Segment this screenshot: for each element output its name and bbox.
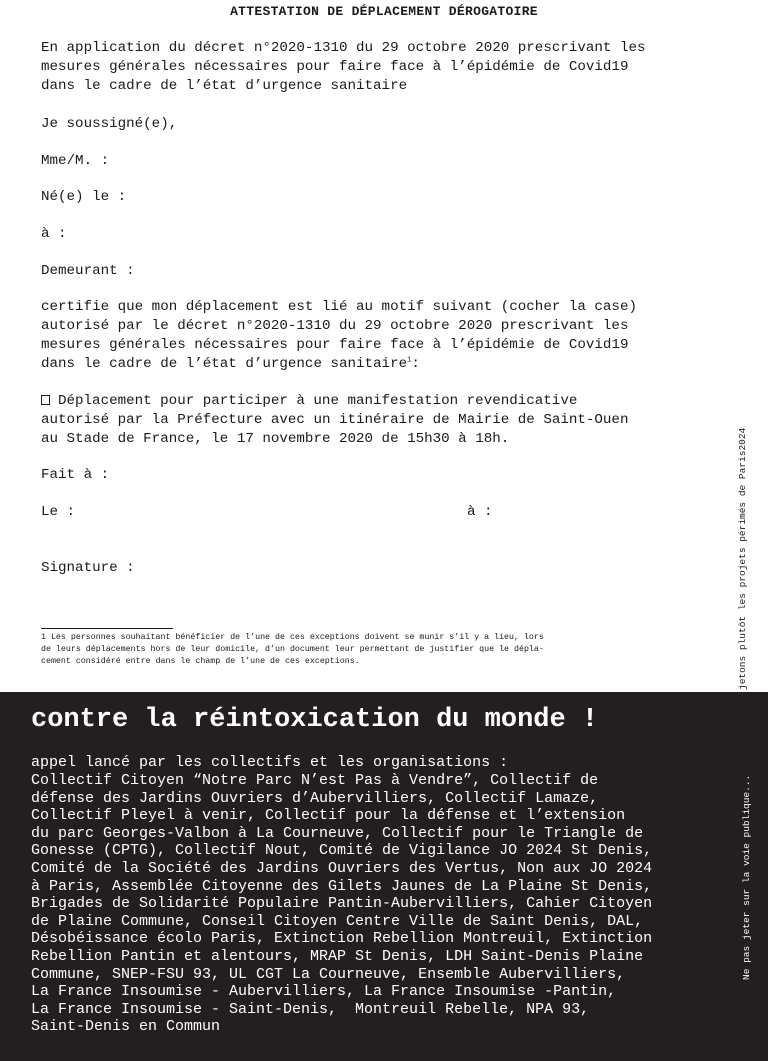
- footnote-divider: [41, 628, 173, 629]
- motif-option: [41, 392, 741, 449]
- date-label: Le :: [41, 504, 76, 520]
- intro-paragraph: En application du décret n°2020-1310 du 29 octobre 2020 prescrivant les mesures générales nécessaires pour faire face à l’épidémie de Covid19 dans le cadre de l’état d’urgence sanitaire: [41, 40, 646, 94]
- panel-appel: appel lancé par les collectifs et les organisations :: [31, 754, 509, 771]
- certifie-paragraph: [41, 298, 741, 374]
- soussigne-label: Je soussigné(e),: [41, 116, 178, 132]
- footnote-marker: 1: [407, 356, 412, 365]
- organisations-list: Collectif Citoyen “Notre Parc N’est Pas à Vendre”, Collectif de défense des Jardins Ouvriers d’Aubervilliers, Collectif Lamaze, Collectif Pleyel à venir, Collectif pour la défense et l’extension du parc Georges-Valbon à La Courneuve, Collectif pour le Triangle de Gonesse (CPTG), Collectif Nout, Comité de Vigilance JO 2024 St Denis, Comité de la Société des Jardins Ouvriers des Vertus, Non aux JO 2024 à Paris, Assemblée Citoyenne des Gilets Jaunes de La Plaine St Denis, Brigades de Solidarité Populaire Pantin-Aubervilliers, Cahier Citoyen de Plaine Commune, Conseil Citoyen Centre Ville de Saint Denis, DAL, Désobéissance écolo Paris, Extinction Rebellion Montreuil, Extinction Rebellion Pantin et alentours, MRAP St Denis, LDH Saint-Denis Plaine Commune, SNEP-FSU 93, UL CGT La Courneuve, Ensemble Aubervilliers, La France Insoumise - Aubervilliers, La France Insoumise -Pantin, La France Insoumise - Saint-Denis, Montreuil Rebelle, NPA 93, Saint-Denis en Commun: [31, 772, 653, 1036]
- birthplace-label: à :: [41, 226, 67, 242]
- motif-text: Déplacement pour participer à une manifestation revendicative autorisé par la Préfecture avec un itinéraire de Mairie de Saint-Ouen au Stade de France, le 17 novembre 2020 de 15h30 à 18h.: [41, 393, 629, 447]
- certifie-colon: :: [411, 356, 420, 372]
- panel-headline: contre la réintoxication du monde !: [31, 705, 599, 735]
- footnote-text: 1 Les personnes souhaitant bénéficier de l’une de ces exceptions doivent se munir s’il y a lieu, lors de leurs déplacements hors de leur domicile, d’un document leur permettant de justifier que le dépla- cement considéré entre dans le champ de l’une de ces exceptions.: [41, 633, 544, 666]
- side-slogan-top: jetons plutôt les projets périmés de Paris2024: [737, 427, 748, 690]
- certifie-text: certifie que mon déplacement est lié au motif suivant (cocher la case) autorisé par le décret n°2020-1310 du 29 octobre 2020 prescrivant les mesures générales nécessaires pour faire face à l’épidémie de Covid19 dans le cadre de l’état d’urgence sanitaire: [41, 299, 637, 372]
- time-label: à :: [467, 504, 493, 520]
- birthdate-label: Né(e) le :: [41, 189, 127, 205]
- motif-checkbox[interactable]: [41, 395, 50, 405]
- side-slogan-bottom: Ne pas jeter sur la voie publique...: [741, 774, 752, 980]
- fait-a-label: Fait à :: [41, 467, 110, 483]
- signature-label: Signature :: [41, 560, 135, 576]
- form-title: ATTESTATION DE DÉPLACEMENT DÉROGATOIRE: [230, 4, 538, 19]
- address-label: Demeurant :: [41, 263, 135, 279]
- mme-label: Mme/M. :: [41, 153, 110, 169]
